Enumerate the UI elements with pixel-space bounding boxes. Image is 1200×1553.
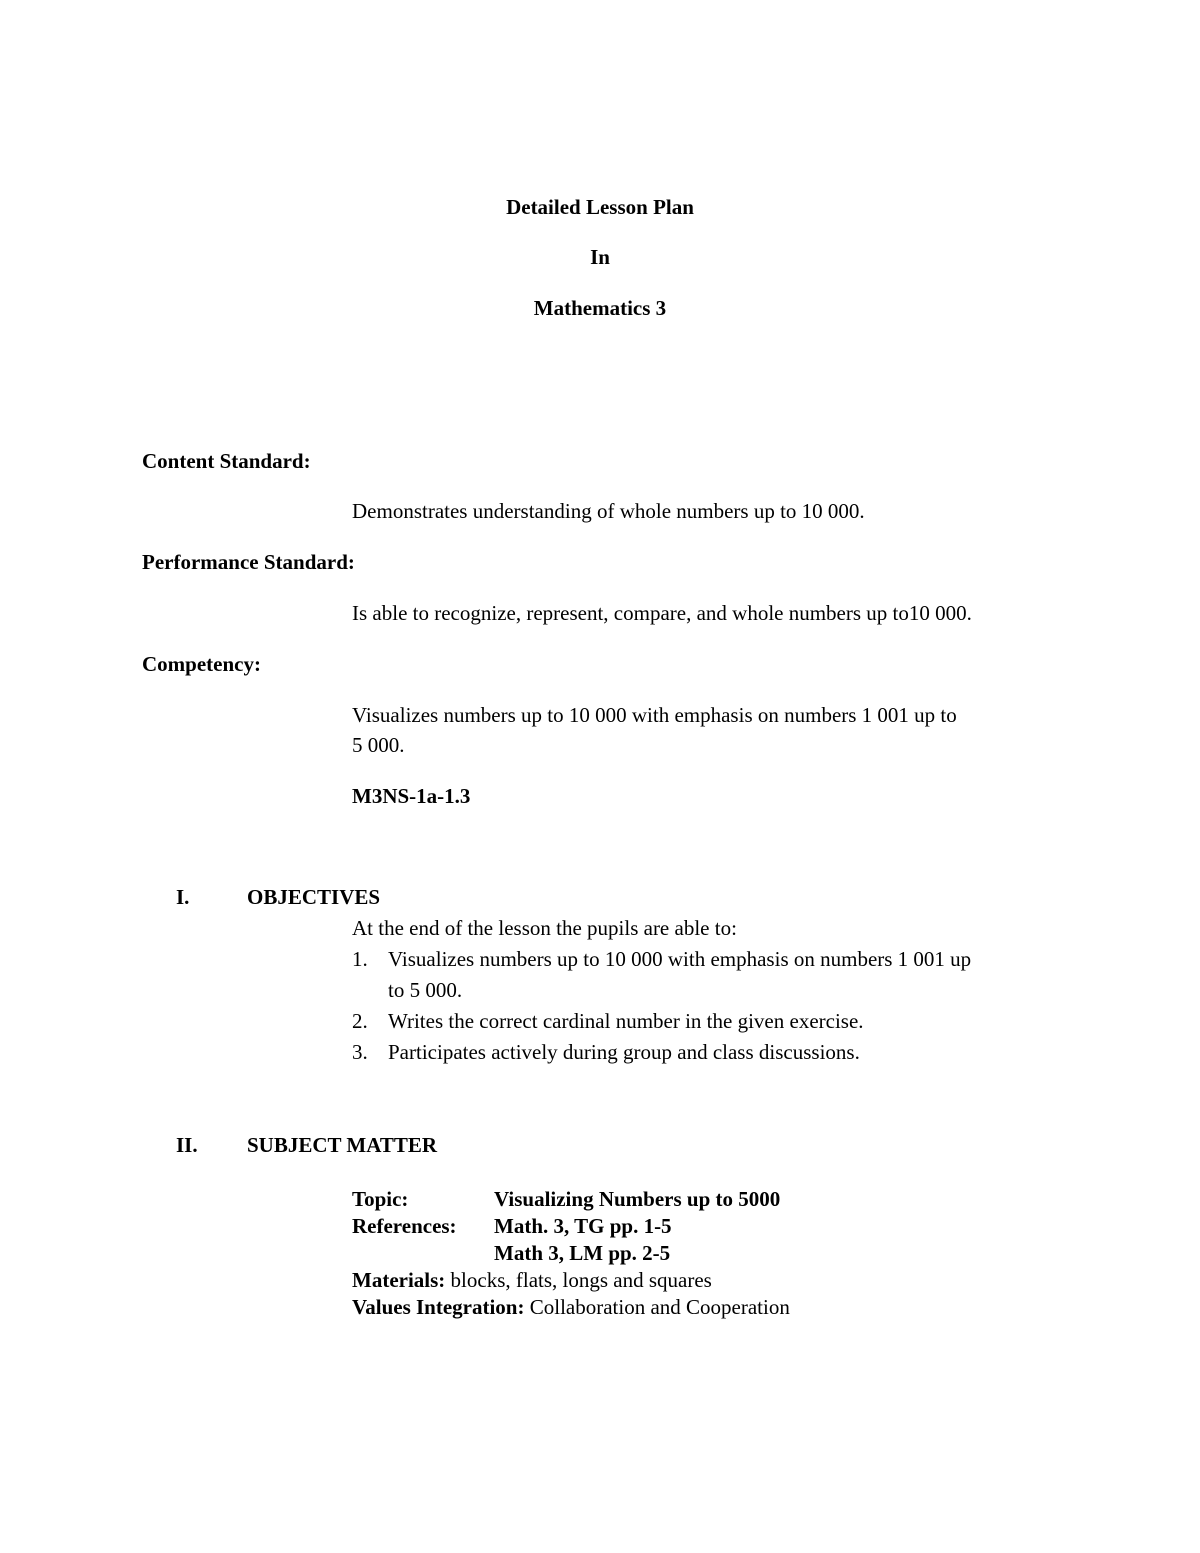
objective-number: 3. bbox=[352, 1040, 368, 1064]
objectives-numeral: I. bbox=[176, 885, 190, 909]
values-integration-label: Values Integration: bbox=[352, 1295, 525, 1319]
materials-line bbox=[352, 1268, 712, 1293]
objective-item-text: Writes the correct cardinal number in the given exercise. bbox=[388, 1009, 864, 1033]
objective-number: 2. bbox=[352, 1009, 368, 1033]
competency-text-line2: 5 000. bbox=[352, 733, 405, 757]
subject-matter-heading: SUBJECT MATTER bbox=[247, 1133, 438, 1157]
topic-value: Visualizing Numbers up to 5000 bbox=[494, 1187, 781, 1211]
objective-item-text: Visualizes numbers up to 10 000 with emphasis on numbers 1 001 up bbox=[388, 947, 972, 971]
objective-number: 1. bbox=[352, 947, 368, 971]
content-standard-label: Content Standard: bbox=[142, 449, 311, 473]
performance-standard-text: Is able to recognize, represent, compare, and whole numbers up to10 000. bbox=[352, 601, 972, 625]
content-standard-text: Demonstrates understanding of whole numbers up to 10 000. bbox=[352, 499, 865, 523]
subject-matter-numeral: II. bbox=[176, 1133, 198, 1157]
objective-item-text-cont: to 5 000. bbox=[388, 978, 463, 1002]
objective-item-text: Participates actively during group and class discussions. bbox=[388, 1040, 860, 1064]
document-title: Detailed Lesson Plan bbox=[506, 195, 694, 219]
competency-label: Competency: bbox=[142, 652, 261, 676]
document-title-in: In bbox=[590, 245, 610, 269]
performance-standard-label: Performance Standard: bbox=[142, 550, 355, 574]
reference-item: Math 3, LM pp. 2-5 bbox=[494, 1241, 671, 1265]
document-subject: Mathematics 3 bbox=[533, 296, 667, 320]
topic-label: Topic: bbox=[352, 1187, 409, 1211]
values-integration-line bbox=[352, 1295, 790, 1320]
competency-text-line1: Visualizes numbers up to 10 000 with emphasis on numbers 1 001 up to bbox=[352, 703, 957, 727]
references-label: References: bbox=[352, 1214, 457, 1238]
materials-value: blocks, flats, longs and squares bbox=[445, 1268, 712, 1292]
objectives-intro: At the end of the lesson the pupils are able to: bbox=[352, 916, 737, 940]
values-integration-value: Collaboration and Cooperation bbox=[524, 1295, 790, 1319]
reference-item: Math. 3, TG pp. 1-5 bbox=[494, 1214, 672, 1238]
competency-code: M3NS-1a-1.3 bbox=[352, 784, 471, 808]
objectives-heading: OBJECTIVES bbox=[247, 885, 381, 909]
materials-label: Materials: bbox=[352, 1268, 446, 1292]
